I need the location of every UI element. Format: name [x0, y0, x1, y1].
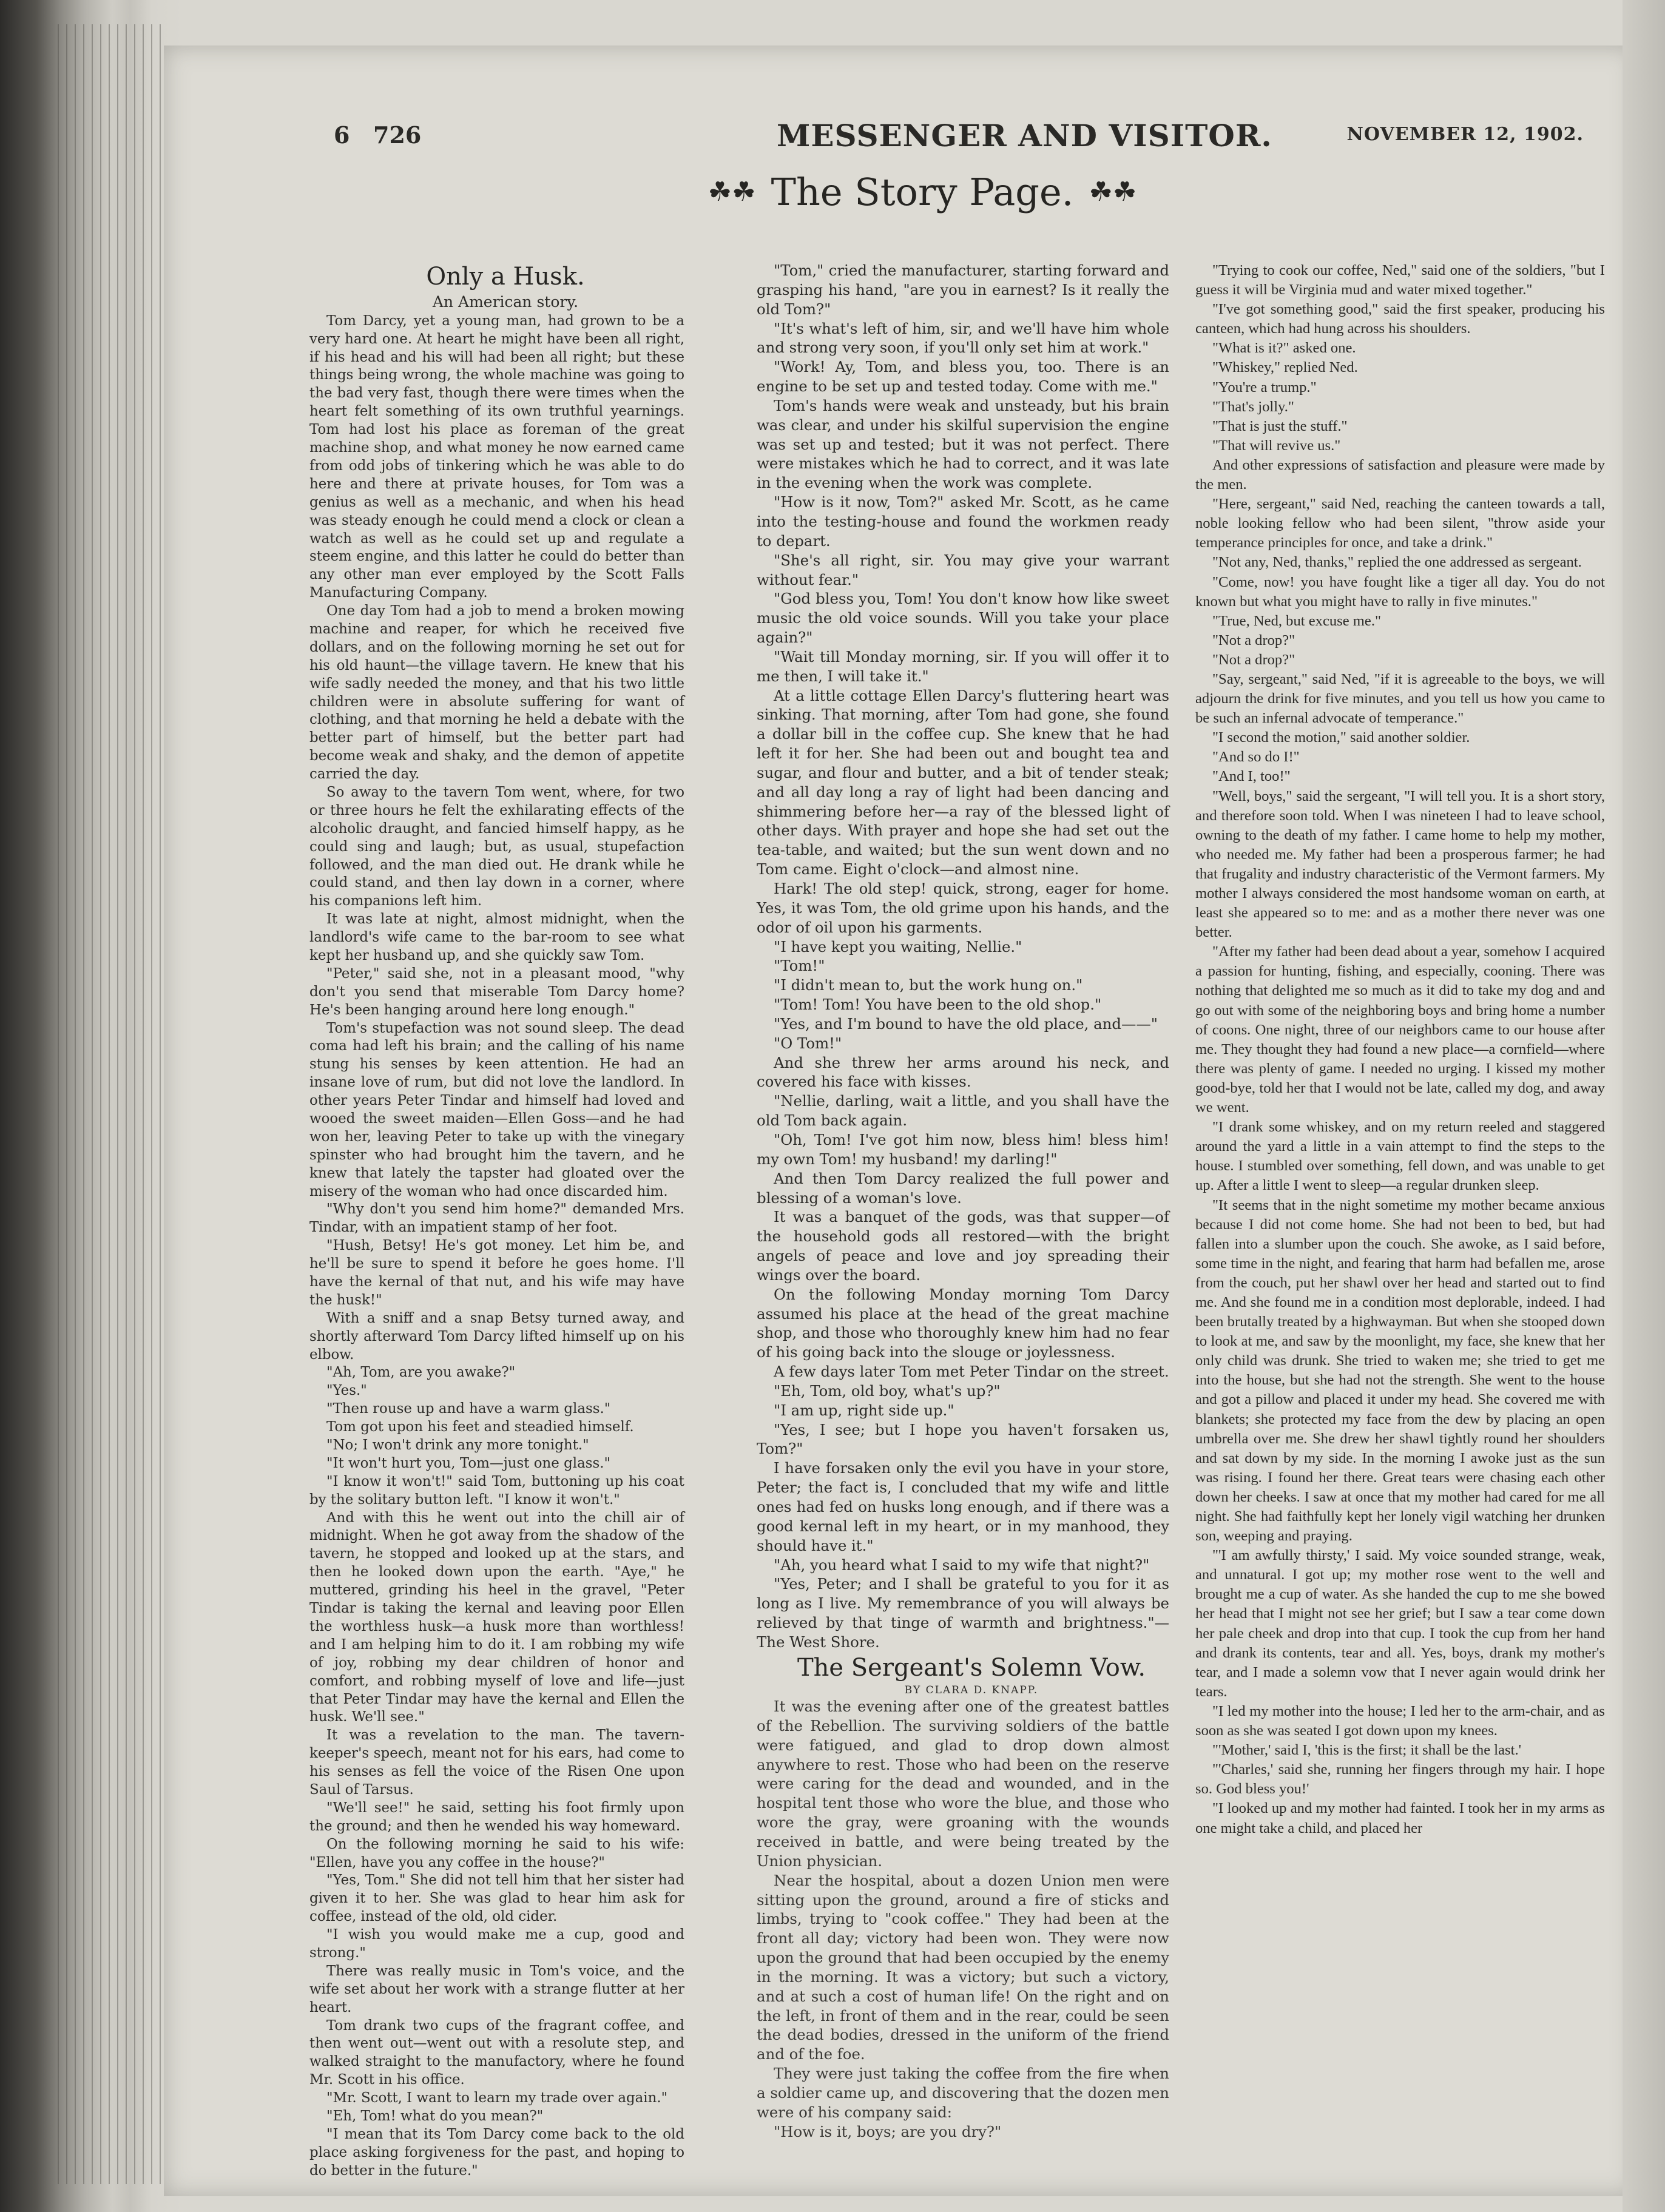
clover-ornament-icon: ☘	[1112, 177, 1137, 207]
paragraph: "Mr. Scott, I want to learn my trade over again."	[326, 2090, 668, 2106]
paragraph: It was the evening after one of the greatest battles of the Rebellion. The surviving soldiers of the battle were fatigued, and glad to drop down almost anywhere to rest. Those who had been on the reserve were caring for the dead and wounded, and in the hospital tent those who wore the blue, and those who wore the gray, were groaning with the wounds received in battle, and were being treated by the Union physician.	[757, 1698, 1169, 1870]
paragraph: "Tom!"	[774, 957, 825, 975]
paragraph: Near the hospital, about a dozen Union men were sitting upon the ground, around a fire of sticks and limbs, trying to "cook coffee." They had been at the front all day; victory had been won. They were now upon the ground that had been occupied by the enemy in the morning. It was a victory; but such a victory, and at such a cost of human life! On the right and on the left, in front of them and in the rear, could be seen the dead bodies, dressed in the uniform of the friend and of the foe.	[757, 1871, 1169, 2063]
paragraph: "No; I won't drink any more tonight."	[326, 1437, 589, 1454]
paragraph: "I have kept you waiting, Nellie."	[774, 937, 1022, 956]
paragraph: "It seems that in the night sometime my mother became anxious because I did not come home. She had not been to bed, but had fallen into a slumber upon the couch. She awoke, as I said before, some time in the night, and fearing that harm had befallen me, arose from the couch, put her shawl over her head and started out to find me. And she found me in a condition most deplorable, indeed. I had been brutally treated by a highwayman. But when she stooped down to look at me, and saw by the moonlight, my face, she knew that her only child was drunk. She tried to waken me; she tried to get me into the house, but she had not the strength. She went to the house and got a pillow and placed it under my head. She covered me with blankets; she protected my face from the dew by placing an open umbrella over me. She drew her shawl tightly round her shoulders and sat down by my side. In the morning I awoke just as the sun was rising. I found her there. Great tears were chasing each other down her cheeks. I saw at once that my mother had cared for me all night. She had faithfully kept her lonely vigil watching her drunken son, weeping and praying.	[1195, 1196, 1605, 1545]
paragraph: "Eh, Tom, old boy, what's up?"	[774, 1381, 1001, 1400]
paragraph: "Yes, I see; but I hope you haven't forsaken us, Tom?"	[757, 1420, 1169, 1458]
paragraph: "Yes."	[326, 1383, 367, 1399]
paragraph: "Yes, Peter; and I shall be grateful to you for it as long as I live. My remembrance of you will always be relieved by that tinge of warmth and brightness."—The West Shore.	[757, 1575, 1169, 1651]
paragraph: "It won't hurt you, Tom—just one glass."	[326, 1455, 611, 1471]
story-byline: BY CLARA D. KNAPP.	[904, 1684, 1039, 1696]
paragraph: "I know it won't!" said Tom, buttoning up his coat by the solitary button left. "I know it won't."	[309, 1473, 684, 1508]
paragraph: "Ah, Tom, are you awake?"	[326, 1364, 516, 1381]
paragraph: "True, Ned, but excuse me."	[1212, 612, 1382, 629]
paragraph: It was late at night, almost midnight, when the landlord's wife came to the bar-room to see what kept her husband up, and she quickly saw Tom.	[309, 911, 684, 963]
column-2	[757, 261, 1169, 2142]
section-heading	[692, 170, 1153, 218]
issue-date: NOVEMBER 12, 1902.	[1346, 124, 1584, 145]
paragraph: Hark! The old step! quick, strong, eager for home. Yes, it was Tom, the old grime upon his hands, and the odor of oil upon his garments.	[757, 880, 1169, 936]
page-label: 6	[334, 121, 350, 149]
page-number: 726	[373, 121, 422, 149]
paragraph: "Oh, Tom! I've got him now, bless him! bless him! my own Tom! my husband! my darling!"	[757, 1130, 1169, 1168]
paragraph: "That's jolly."	[1212, 398, 1294, 415]
paragraph: Tom's stupefaction was not sound sleep. The dead coma had left his brain; and the calling of his name stung his senses by keen attention. He had an insane love of rum, but did not love the landlord. In other years Peter Tindar and himself had loved and wooed the sweet maiden—Ellen Goss—and he had won her, leaving Peter to take up with the vinegary spinster who had brought him the tavern, and he knew that lately the tapster had gloated over the misery of the woman who had once discarded him.	[309, 1020, 684, 1199]
paragraph: "I looked up and my mother had fainted. I took her in my arms as one might take a child, and placed her	[1195, 1800, 1605, 1836]
story-body	[309, 312, 684, 2180]
paragraph: "That is just the stuff."	[1212, 417, 1348, 434]
paragraph: "God bless you, Tom! You don't know how like sweet music the old voice sounds. Will you take your place again?"	[757, 590, 1169, 647]
paragraph: "Hush, Betsy! He's got money. Let him be, and he'll be sure to spend it before he goes home. I'll have the kernal of that nut, and his wife may have the husk!"	[309, 1238, 684, 1308]
paragraph: "I mean that its Tom Darcy come back to the old place asking forgiveness for the past, and hoping to do better in the future."	[309, 2126, 684, 2179]
paragraph: "Come, now! you have fought like a tiger all day. You do not known but what you might have to rally in five minutes."	[1195, 573, 1605, 610]
section-title: The Story Page.	[771, 170, 1074, 214]
paragraph: There was really music in Tom's voice, and the wife set about her work with a strange flutter at her heart.	[309, 1963, 684, 2015]
paragraph: "I led my mother into the house; I led her to the arm-chair, and as soon as she was seated I got down upon my knees.	[1195, 1702, 1605, 1739]
paragraph: "I second the motion," said another soldier.	[1212, 729, 1470, 746]
paragraph: "And so do I!"	[1212, 749, 1300, 766]
paragraph: It was a revelation to the man. The tavern-keeper's speech, meant not for his ears, had come to his senses as fell the voice of the Risen One upon Saul of Tarsus.	[309, 1727, 684, 1798]
masthead	[170, 118, 1584, 158]
paragraph: "Eh, Tom! what do you mean?"	[326, 2108, 544, 2124]
paragraph: "Ah, you heard what I said to my wife that night?"	[774, 1556, 1150, 1574]
paragraph: "What is it?" asked one.	[1212, 340, 1356, 357]
paragraph: And other expressions of satisfaction and pleasure were made by the men.	[1195, 456, 1605, 493]
paragraph: "Trying to cook our coffee, Ned," said one of the soldiers, "but I guess it will be Virginia mud and water mixed together."	[1195, 262, 1605, 298]
paragraph: "Not any, Ned, thanks," replied the one addressed as sergeant.	[1212, 554, 1582, 571]
paragraph: "'Mother,' said I, 'this is the first; it shall be the last.'	[1212, 1742, 1522, 1759]
paragraph: On the following morning he said to his wife: "Ellen, have you any coffee in the house?"	[309, 1836, 684, 1870]
paragraph: "Wait till Monday morning, sir. If you will offer it to me then, I will take it."	[757, 647, 1169, 685]
paragraph: And with this he went out into the chill air of midnight. When he got away from the shadow of the tavern, he stopped and looked up at the stars, and then he looked down upon the earth. "Aye," he muttered, grinding his heel in the gravel, "Peter Tindar is taking the kernal and leaving poor Ellen the worthless husk—a husk more than worthless! and I am helping him to do it. I am robbing my wife of joy, robbing my dear children of honor and comfort, and robbing myself of love and life—just that Peter Tindar may have the kernal and Ellen the husk. We'll see."	[309, 1509, 684, 1725]
paragraph: "Tom," cried the manufacturer, starting forward and grasping his hand, "are you in earnest? Is it really the old Tom?"	[757, 261, 1169, 318]
paragraph: And then Tom Darcy realized the full power and blessing of a woman's love.	[757, 1169, 1169, 1207]
story-title-only-a-husk: Only a Husk.	[426, 263, 585, 291]
paragraph: At a little cottage Ellen Darcy's fluttering heart was sinking. That morning, after Tom had gone, she found a dollar bill in the coffee cup. She knew that he had left it for her. She had been out and bought tea and sugar, and flour and butter, and a bit of tender steak; and all day long a ray of light had been dancing and shimmering before her—a ray of the blessed light of other days. With prayer and hope she had set out the tea-table, and waited; but the sun went down and no Tom came. Eight o'clock—and almost nine.	[757, 686, 1169, 878]
paragraph: "Not a drop?"	[1212, 651, 1295, 668]
paragraph: "I am up, right side up."	[774, 1401, 954, 1419]
column-1	[309, 261, 684, 2180]
story-subtitle: An American story.	[432, 293, 579, 311]
paragraph: I have forsaken only the evil you have in your store, Peter; the fact is, I concluded that my wife and little ones had fed on husks long enough, and if there was a good kernal left in my heart, or in my manhood, they should have it."	[757, 1459, 1169, 1554]
story-body-continued	[757, 261, 1169, 1652]
paragraph: Tom's hands were weak and unsteady, but his brain was clear, and under his skilful supervision the engine was set up and tested; but it was not perfect. There were mistakes which he had to correct, and it was late in the evening when the work was complete.	[757, 396, 1169, 492]
paragraph: With a sniff and a snap Betsy turned away, and shortly afterward Tom Darcy lifted himself up on his elbow.	[309, 1310, 684, 1363]
paragraph: "I drank some whiskey, and on my return reeled and staggered around the yard a little in a vain attempt to find the steps to the house. I stumbled over something, fell down, and was unable to get up. After a little I went to sleep—a regular drunken sleep.	[1195, 1119, 1605, 1194]
paragraph: "She's all right, sir. You may give your warrant without fear."	[757, 551, 1169, 588]
paragraph: "Here, sergeant," said Ned, reaching the canteen towards a tall, noble looking fellow who had been silent, "throw aside your temperance principles for once, and take a drink."	[1195, 496, 1605, 551]
paragraph: "It's what's left of him, sir, and we'll have him whole and strong very soon, if you'll only set him at work."	[757, 319, 1169, 357]
paragraph: They were just taking the coffee from the fire when a soldier came up, and discovering that the dozen men were of his company said:	[757, 2065, 1169, 2121]
paragraph: "Whiskey," replied Ned.	[1212, 359, 1358, 376]
paragraph: "Work! Ay, Tom, and bless you, too. There is an engine to be set up and tested today. Come with me."	[757, 358, 1169, 396]
story-body-continued	[1195, 261, 1605, 1838]
page-right-edge	[1623, 0, 1665, 2212]
newspaper-title: MESSENGER AND VISITOR.	[777, 118, 1272, 153]
paragraph: "Well, boys," said the sergeant, "I will tell you. It is a short story, and therefore soon told. When I was nineteen I had to leave school, owning to the death of my father. I came home to help my mother, who needed me. My father had been a prosperous farmer; he had that frugality and industry characteristic of the Vermont farmers. My mother I always considered the most handsome woman on earth, at least she appeared so to me: and as a mother there never was one better.	[1195, 787, 1605, 941]
story-body	[757, 1697, 1169, 2141]
paragraph: "Not a drop?"	[1212, 632, 1295, 649]
paragraph: So away to the tavern Tom went, where, for two or three hours he felt the exhilarating effects of the alcoholic draught, and fancied himself happy, as he could sing and laugh; but, as usual, stupefaction followed, and the man died out. He drank while he could stand, and then lay down in a corner, where his companions left him.	[309, 784, 684, 909]
story-title-sergeants-vow: The Sergeant's Solemn Vow.	[797, 1653, 1146, 1682]
paragraph: "That will revive us."	[1212, 437, 1341, 454]
paragraph: Tom drank two cups of the fragrant coffee, and then went out—went out with a resolute step, and walked straight to the manufactory, where he found Mr. Scott in his office.	[309, 2017, 684, 2088]
paragraph: "Then rouse up and have a warm glass."	[326, 1401, 611, 1417]
paragraph: "Yes, Tom." She did not tell him that her sister had given it to her. She was glad to hear him ask for coffee, instead of the old, old cider.	[309, 1872, 684, 1925]
paragraph: "'Charles,' said she, running her fingers through my hair. I hope so. God bless you!'	[1195, 1761, 1605, 1798]
paragraph: "Yes, and I'm bound to have the old place, and——"	[774, 1014, 1158, 1033]
paragraph: "Why don't you send him home?" demanded Mrs. Tindar, with an impatient stamp of her foot.	[309, 1201, 684, 1236]
paragraph: "You're a trump."	[1212, 379, 1317, 396]
paragraph: "After my father had been dead about a year, somehow I acquired a passion for hunting, fishing, and especially, cooning. There was nothing that delighted me so much as it did to take my dog and and go out with some of the neighboring boys and bring home a number of coons. One night, three of our neighbors came to our house after me. They thought they had found a new place—a cornfield—where there was plenty of game. I needed no urging. I kissed my mother good-bye, told her that I would not be late, called my dog, and away we went.	[1195, 943, 1605, 1116]
paragraph: "I didn't mean to, but the work hung on."	[774, 976, 1083, 994]
paragraph: Tom Darcy, yet a young man, had grown to be a very hard one. At heart he might have been all right, if his head and his will had been all right; but these things being wrong, the whole machine was going to the bad very fast, though there were times when the heart felt something of its own truthful yearnings. Tom had lost his place as foreman of the great machine shop, and what money he now earned came from odd jobs of tinkering which he was able to do here and there at private houses, for Tom was a genius as well as a mechanic, and when his head was steady enough he could mend a clock or clean a watch as well as he could set up and regulate a steem engine, and this latter he could do better than any other man ever employed by the Scott Falls Manufacturing Company.	[309, 312, 684, 601]
paragraph: "We'll see!" he said, setting his foot firmly upon the ground; and then he wended his way homeward.	[309, 1799, 684, 1834]
paragraph: Tom got upon his feet and steadied himself.	[326, 1419, 634, 1435]
clover-ornament-icon: ☘	[1089, 177, 1113, 207]
paragraph: "How is it now, Tom?" asked Mr. Scott, as he came into the testing-house and found the workmen ready to depart.	[757, 493, 1169, 550]
paragraph: On the following Monday morning Tom Darcy assumed his place at the head of the great machine shop, and those who thoroughly knew him had no fear of his going back into the slouge or joylessness.	[757, 1285, 1169, 1361]
clover-ornament-icon: ☘	[708, 177, 732, 207]
paragraph: "And I, too!"	[1212, 768, 1291, 785]
paragraph: "I've got something good," said the first speaker, producing his canteen, which had hung across his shoulders.	[1195, 301, 1605, 337]
bound-page-edges	[58, 24, 167, 2184]
paragraph: "Say, sergeant," said Ned, "if it is agreeable to the boys, we will adjourn the drink for five minutes, and you tell us how you came to be such an infernal advocate of temperance."	[1195, 670, 1605, 727]
paragraph: And she threw her arms around his neck, and covered his face with kisses.	[757, 1053, 1169, 1091]
paragraph: "I wish you would make me a cup, good and strong."	[309, 1927, 684, 1961]
paragraph: It was a banquet of the gods, was that supper—of the household gods all restored—with the bright angels of peace and love and joy spreading their wings over the board.	[757, 1208, 1169, 1284]
paragraph: One day Tom had a job to mend a broken mowing machine and reaper, for which he received five dollars, and on the following morning he set out for his old haunt—the village tavern. He knew that his wife sadly needed the money, and that his two little children were in absolute suffering for want of clothing, and that morning he held a debate with the better part of himself, but the better part had become weak and shaky, and the demon of appetite carried the day.	[309, 603, 684, 783]
column-3	[1195, 261, 1605, 1838]
paragraph: "Peter," said she, not in a pleasant mood, "why don't you send that miserable Tom Darcy home? He's been hanging around here long enough."	[309, 965, 684, 1018]
paragraph: "O Tom!"	[774, 1034, 842, 1052]
paragraph: "'I am awfully thirsty,' I said. My voice sounded strange, weak, and unnatural. I got up; my mother rose went to the well and brought me a cup of water. As she handed the cup to me she bowed her head that I might not see her grief; but I saw a tear come down her pale cheek and drop into that cup. I took the cup from her hand and drank its contents, tear and all. Yes, boys, drank my mother's tear, and I made a solemn vow that I never again would drink her tears.	[1195, 1547, 1605, 1700]
paragraph: "Tom! Tom! You have been to the old shop."	[774, 996, 1102, 1014]
paragraph: A few days later Tom met Peter Tindar on the street.	[774, 1363, 1169, 1381]
paragraph: "Nellie, darling, wait a little, and you shall have the old Tom back again.	[757, 1092, 1169, 1130]
paragraph: "How is it, boys; are you dry?"	[774, 2122, 1002, 2140]
clover-ornament-icon: ☘	[732, 177, 756, 207]
